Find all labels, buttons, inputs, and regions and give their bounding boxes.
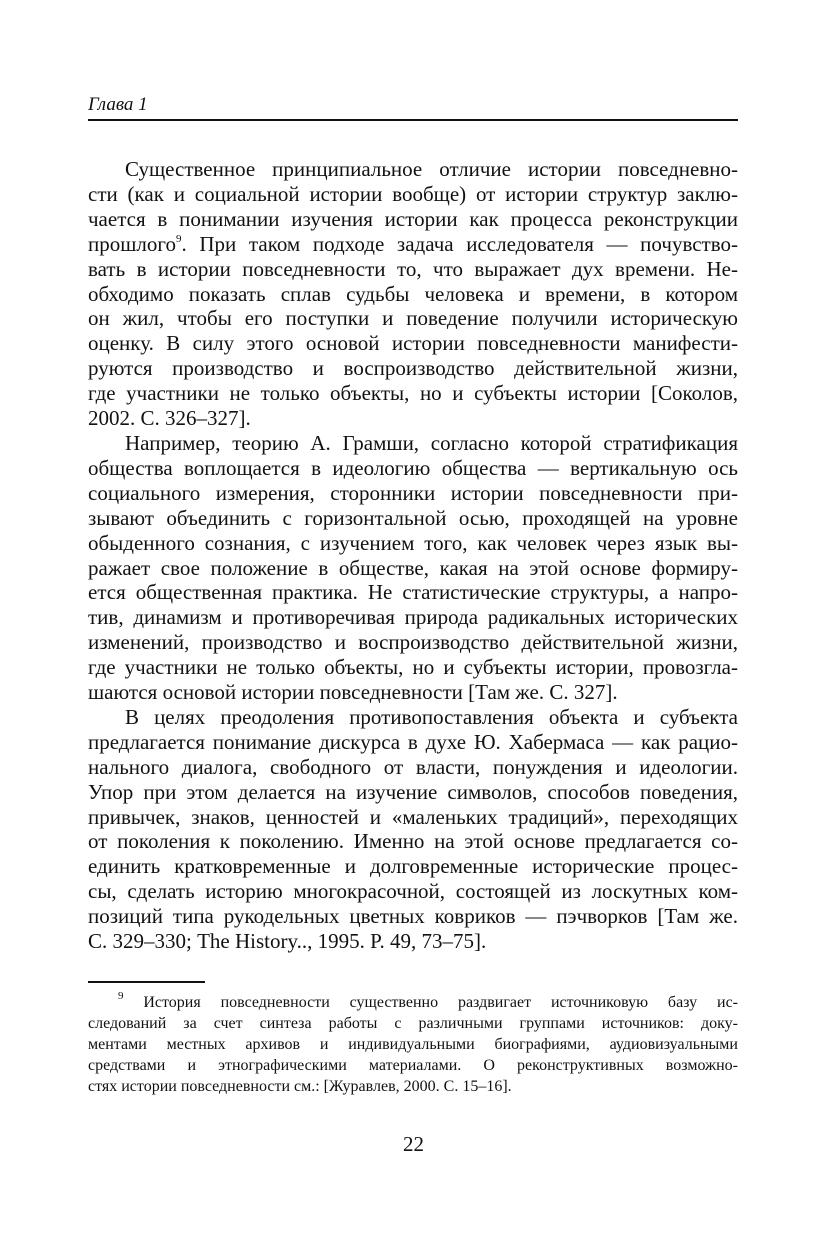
paragraph-3 [88, 705, 738, 954]
text-line: вать в истории повседневности то, что выражает дух времени. Не- [88, 256, 738, 281]
paragraph-1 [88, 157, 738, 431]
text-line: руются производство и воспроизводство действительной жизни, [88, 356, 738, 381]
footnote-rule [88, 981, 205, 983]
text-line: тив, динамизм и противоречивая природа радикальных исторических [88, 605, 738, 630]
text-line: 2002. С. 326–327]. [88, 406, 251, 431]
text-line: позиций типа рукодельных цветных ковриков — пэчворков [Там же. [88, 904, 738, 929]
header-rule [88, 119, 738, 121]
text-line: социального измерения, сторонники истории повседневности при- [88, 480, 738, 505]
footnote [88, 989, 739, 1097]
text-line: ется общественная практика. Не статистические структуры, а напро- [88, 580, 738, 605]
text-line: оценку. В силу этого основой истории повседневности манифести- [88, 331, 738, 356]
text-line: от поколения к поколению. Именно на этой основе предлагается со- [88, 829, 738, 854]
footnote-line: ментами местных архивов и индивидуальными биографиями, аудиовизуальными [88, 1036, 738, 1053]
footnote-line: стях истории повседневности см.: [Журавлев, 2000. С. 15–16]. [88, 1078, 512, 1095]
page-number: 22 [403, 1132, 424, 1156]
text-line: обходимо показать сплав судьбы человека и времени, в котором [88, 281, 738, 306]
text-line: где участники не только объекты, но и субъекты истории, провозгла- [88, 655, 738, 680]
text-line: Например, теорию А. Грамши, согласно которой стратификация [125, 430, 738, 455]
footnote-number: 9 [118, 989, 124, 1002]
text-line: предлагается понимание дискурса в духе Ю. Хабермаса — как рацио- [88, 729, 738, 754]
text-line: где участники не только объекты, но и субъекты истории [Соколов, [88, 381, 738, 406]
text-line: С. 329–330; The History.., 1995. P. 49, 73–75]. [88, 929, 487, 954]
paragraph-2 [88, 431, 738, 705]
text-line: чается в понимании изучения истории как процесса реконструкции [88, 206, 738, 231]
text-line: привычек, знаков, ценностей и «маленьких традиций», переходящих [88, 804, 738, 829]
text-line: ражает свое положение в обществе, какая на этой основе формиру- [88, 555, 738, 580]
text-line: В целях преодоления противопоставления объекта и субъекта [125, 704, 738, 729]
footnote-ref[interactable]: 9 [175, 233, 182, 246]
text-line: единить кратковременные и долговременные исторические процес- [88, 854, 738, 879]
text-span: прошлого [88, 231, 176, 256]
text-span: История повседневности существенно раздвигает источниковую базу ис- [143, 994, 739, 1011]
footnote-line [88, 989, 739, 1013]
text-span: . При таком подходе задача исследователя — почувство- [181, 231, 738, 256]
text-line: общества воплощается в идеологию общества — вертикальную ось [88, 455, 738, 480]
text-line: сти (как и социальной истории вообще) от истории структур заклю- [88, 181, 738, 206]
text-line: нального диалога, свободного от власти, понуждения и идеологии. [88, 754, 738, 779]
text-line: сы, сделать историю многокрасочной, состоящей из лоскутных ком- [88, 879, 738, 904]
text-line [88, 232, 738, 257]
text-line: Существенное принципиальное отличие истории повседневно- [125, 157, 738, 181]
running-header: Глава 1 [88, 94, 148, 115]
text-line: Упор при этом делается на изучение символов, способов поведения, [88, 779, 738, 804]
text-line: шаются основой истории повседневности [Там же. С. 327]. [88, 680, 618, 705]
text-line: зывают объединить с горизонтальной осью, проходящей на уровне [88, 505, 738, 530]
text-line: он жил, чтобы его поступки и поведение получили историческую [88, 306, 738, 331]
footnote-line: следований за счет синтеза работы с различными группами источников: доку- [88, 1015, 738, 1032]
text-line: обыденного сознания, с изучением того, как человек через язык вы- [88, 530, 738, 555]
footnote-line: средствами и этнографическими материалами. О реконструктивных возможно- [88, 1057, 738, 1074]
main-text [88, 157, 738, 954]
text-line: изменений, производство и воспроизводство действительной жизни, [88, 630, 738, 655]
